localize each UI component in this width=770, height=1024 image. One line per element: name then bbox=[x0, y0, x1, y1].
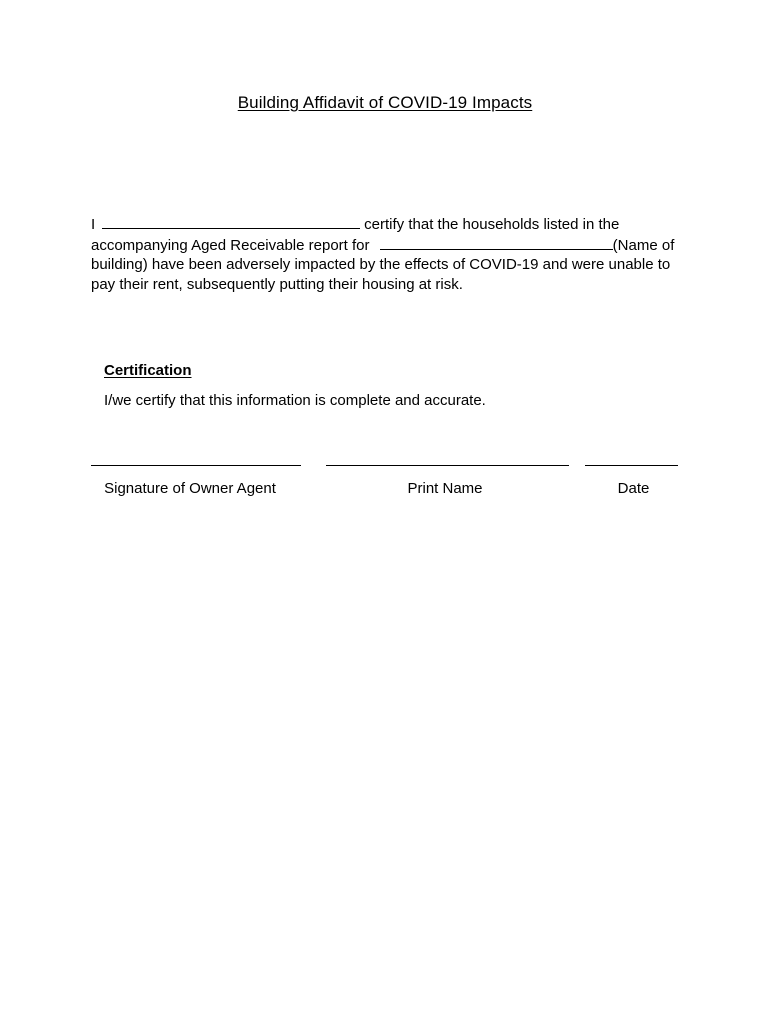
owner-signature-line[interactable] bbox=[91, 465, 301, 466]
print-name-line[interactable] bbox=[326, 465, 569, 466]
statement-part-3: (Name of building) have been adversely impacted by the effects of COVID-19 and were unable to pay their rent, subsequently putting their housing at risk. bbox=[91, 236, 675, 293]
date-label: Date bbox=[617, 480, 650, 497]
print-name-label: Print Name bbox=[407, 480, 483, 497]
building-name-blank-line[interactable] bbox=[380, 235, 613, 250]
affidavit-statement bbox=[91, 214, 691, 294]
certification-heading: Certification bbox=[104, 362, 192, 379]
certification-text: I/we certify that this information is complete and accurate. bbox=[104, 392, 486, 409]
document-title: Building Affidavit of COVID-19 Impacts bbox=[237, 93, 533, 112]
date-line[interactable] bbox=[585, 465, 678, 466]
name-blank-line[interactable] bbox=[102, 214, 360, 229]
statement-part-2: certify that the households listed in the accompanying Aged Receivable report for bbox=[91, 216, 620, 254]
statement-part-1: I bbox=[91, 216, 96, 233]
owner-signature-label: Signature of Owner Agent bbox=[104, 480, 276, 497]
